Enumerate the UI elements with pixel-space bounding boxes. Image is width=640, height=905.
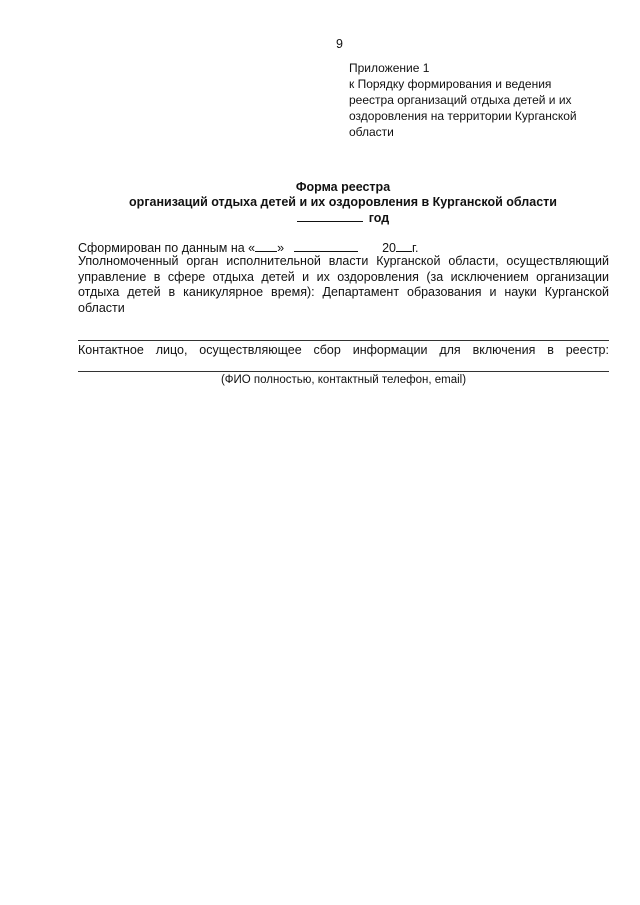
appendix-header (349, 60, 611, 140)
appendix-line: Приложение 1 (349, 61, 430, 75)
contact-blank-line (78, 371, 609, 372)
formed-quote-close: » (277, 241, 285, 255)
page-number: 9 (336, 37, 343, 51)
year-blank (297, 210, 363, 222)
appendix-line: реестра организаций отдыха детей и их (349, 93, 572, 107)
day-blank (255, 240, 277, 252)
formed-year-suffix: г. (411, 241, 419, 255)
year-word: год (368, 211, 390, 225)
appendix-line: области (349, 125, 394, 139)
year-digits-blank (396, 240, 412, 252)
appendix-line: к Порядку формирования и ведения (349, 77, 552, 91)
contact-person-line: Контактное лицо, осуществляющее сбор информации для включения в реестр: (78, 343, 609, 357)
form-title-year (60, 210, 626, 226)
form-title-line2: организаций отдыха детей и их оздоровления в Курганской области (129, 195, 557, 209)
formed-prefix: Сформирован по данным на « (78, 241, 256, 255)
blank-line (78, 340, 609, 341)
authority-paragraph: Уполномоченный орган исполнительной власти Курганской области, осуществляющий управление в сфере отдыха детей и их оздоровления (за исключением организации отдыха детей в каникулярное время): Департамент образования и науки Курганской области (78, 254, 609, 315)
formed-date-line (78, 240, 418, 255)
appendix-line: оздоровления на территории Курганской (349, 109, 577, 123)
contact-caption: (ФИО полностью, контактный телефон, email) (220, 374, 467, 386)
month-blank (294, 240, 358, 252)
formed-century: 20 (382, 241, 396, 255)
form-title-line1: Форма реестра (295, 180, 391, 194)
form-title (60, 180, 626, 226)
